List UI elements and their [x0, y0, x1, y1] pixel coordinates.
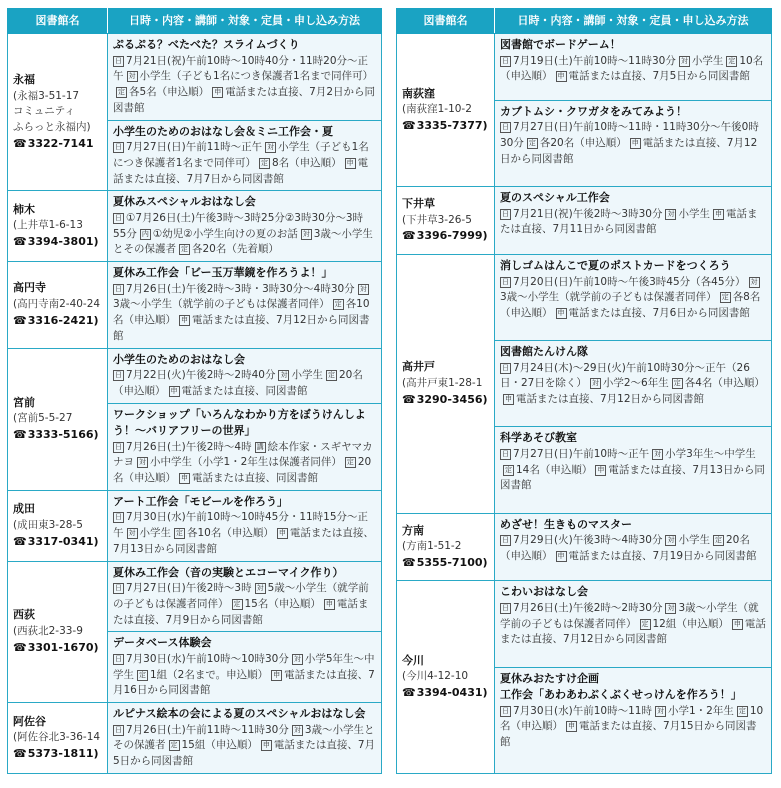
- table-row: [397, 581, 772, 667]
- event-target-text: 3歳〜小学生とその保護者: [113, 227, 373, 256]
- event-date-text: 7月26日(土)午前11時〜11時30分: [126, 723, 289, 736]
- event-target-text: 小中学生（小学1・2年生は保護者同伴）: [150, 456, 342, 469]
- event-target-text: 小学生: [291, 369, 323, 381]
- event-details: [500, 120, 766, 167]
- capacity-icon: 定: [334, 300, 342, 309]
- event-apply-text: 電話または直接、7月2日から同図書館: [113, 86, 376, 114]
- event-apply-text: 電話または直接、7月9日から同図書館: [113, 597, 369, 626]
- capacity-icon: 定: [641, 619, 649, 628]
- event-target-text: 3歳〜小学生（就学前の子どもは保護者同伴）: [500, 291, 717, 304]
- event-title: 科学あそび教室: [500, 431, 577, 445]
- event-capacity-text: 各5名（申込順）: [129, 86, 210, 98]
- target-icon: 対: [750, 277, 758, 286]
- capacity-icon: 定: [260, 158, 268, 167]
- event-date-text: 7月27日(日)午前10時〜正午: [513, 447, 650, 460]
- table-row: [397, 255, 772, 341]
- event-date-text: 7月26日(土)午後2時〜3時・3時30分〜4時30分: [126, 282, 355, 295]
- event-apply-text: 電話または直接、同図書館: [181, 384, 308, 397]
- event-capacity-text: 20名（申込順）: [113, 369, 363, 397]
- capacity-icon: 定: [728, 56, 736, 65]
- library-cell: [397, 255, 495, 514]
- capacity-icon: 定: [233, 599, 241, 608]
- event-target-text: 3歳〜小学生（就学前の子どもは保護者同伴）: [113, 298, 330, 311]
- event-title: 夏のスペシャル工作会: [500, 191, 610, 205]
- library-name: 高円寺: [13, 281, 46, 295]
- library-name: 南荻窪: [402, 86, 435, 100]
- date-icon: 日: [502, 209, 509, 218]
- event-target-text: 小学1・2年生: [667, 704, 734, 717]
- library-address: (今川4-12-10: [402, 670, 469, 683]
- apply-icon: 申: [170, 386, 178, 395]
- date-icon: 日: [115, 513, 122, 522]
- table-row: [8, 561, 382, 632]
- target-icon: 対: [359, 284, 367, 293]
- event-capacity-text: 各4名（申込順）: [684, 377, 765, 390]
- apply-icon: 申: [714, 209, 722, 218]
- event-date-text: 7月30日(水)午前10時〜10時45分・11時15分〜正午: [113, 511, 369, 539]
- event-target-text: 小学5年生〜中学生: [113, 652, 375, 681]
- event-capacity-text: 1組（2名まで。申込順）: [150, 668, 269, 681]
- event-apply-text: 電話または直接、7月12日から同図書館: [113, 314, 370, 342]
- event-apply-text: 電話または直接、7月5日から同図書館: [568, 70, 750, 83]
- event-apply-text: 電話または直接、7月16日から同図書館: [113, 668, 375, 697]
- event-capacity-text: 15名（申込順）: [244, 597, 321, 610]
- library-phone: [402, 118, 489, 135]
- library-phone: [402, 555, 489, 572]
- event-details: [113, 282, 376, 345]
- event-title: めざせ！生きものマスター: [500, 517, 632, 531]
- phone-number: 3335-7377): [416, 118, 488, 132]
- event-details: [113, 140, 376, 187]
- event-capacity-text: 20名（申込順）: [113, 456, 372, 484]
- phone-number: 3394-3801): [27, 235, 99, 248]
- event-target-text: 小学生: [691, 54, 724, 67]
- event-details: [113, 54, 376, 117]
- target-icon: 対: [667, 209, 675, 218]
- date-icon: 日: [502, 277, 509, 286]
- date-icon: 日: [502, 449, 509, 458]
- phone-number: 3322-7141: [27, 136, 94, 150]
- target-icon: 対: [667, 536, 675, 545]
- event-target-text: 小学生: [678, 534, 710, 547]
- event-cell: [495, 34, 772, 101]
- library-name: 宮前: [13, 395, 35, 409]
- event-capacity-text: 各8名（申込順）: [500, 291, 761, 320]
- event-capacity-text: 15組（申込順）: [181, 739, 258, 752]
- phone-number: 3301-1670): [27, 640, 99, 654]
- event-date-text: 7月26日(土)午後2時〜4時: [126, 440, 252, 453]
- event-apply-text: 電話または直接、7月12日から同図書館: [516, 393, 705, 406]
- date-icon: 日: [115, 143, 122, 151]
- event-cell: [108, 262, 382, 349]
- event-date-text: 7月24日(木)〜29日(火)午前10時30分〜正午（26日・27日を除く）: [500, 361, 750, 390]
- library-name: 阿佐谷: [13, 714, 46, 728]
- phone-icon: ☎: [13, 746, 27, 760]
- event-cell: [495, 187, 772, 255]
- event-target-text: 小学生（子ども1名につき保護者1名まで同伴可）: [139, 70, 374, 83]
- apply-icon: 申: [557, 72, 565, 81]
- event-apply-text: 電話または直接、7月5日から同図書館: [113, 739, 376, 767]
- event-capacity-text: 8名（申込順）: [271, 156, 342, 169]
- apply-icon: 申: [733, 619, 741, 628]
- lecturer-icon: 講: [256, 442, 264, 451]
- event-cell: [108, 632, 382, 703]
- library-column-header: 図書館名: [397, 9, 495, 34]
- library-cell: [8, 490, 108, 561]
- library-address: (阿佐谷北3-36-14: [13, 731, 101, 743]
- event-target-text: 小学2〜6年生: [602, 377, 669, 390]
- date-icon: 日: [115, 371, 122, 379]
- date-icon: 日: [115, 442, 122, 451]
- event-target-text: 小学生（子ども1名につき保護者1名まで同伴可）: [113, 141, 369, 169]
- event-capacity-text: 10名（申込順）: [500, 54, 764, 83]
- capacity-icon: 定: [714, 536, 722, 545]
- event-title: 図書館でボードゲーム！: [500, 38, 621, 51]
- date-icon: 日: [115, 725, 122, 734]
- date-icon: 日: [502, 603, 509, 612]
- target-icon: 対: [280, 371, 288, 379]
- library-name: 西荻: [13, 608, 35, 622]
- event-target-text: 3歳〜小学生とその保護者: [113, 723, 375, 752]
- library-name: 今川: [402, 653, 424, 667]
- event-details: [500, 54, 766, 86]
- library-table-left: [7, 8, 382, 774]
- event-title: カブトムシ・クワガタをみてみよう！: [500, 104, 687, 118]
- library-phone: [13, 746, 102, 763]
- table-row: [8, 262, 382, 349]
- library-cell: [397, 581, 495, 774]
- capacity-icon: 定: [170, 741, 178, 750]
- library-cell: [397, 34, 495, 187]
- event-cell: [495, 667, 772, 773]
- event-title: アート工作会「モビールを作ろう」: [113, 494, 289, 508]
- event-title: ワークショップ「いろんなわかり方をぼうけんしよう！〜バリアフリーの世界」: [113, 407, 366, 437]
- library-cell: [8, 262, 108, 349]
- phone-number: 5355-7100): [416, 555, 488, 569]
- capacity-icon: 定: [528, 139, 536, 148]
- target-icon: 対: [267, 143, 275, 151]
- target-icon: 対: [302, 229, 310, 238]
- library-address: (宮前5-5-27: [13, 412, 73, 425]
- event-title: データベース体験会: [113, 636, 212, 650]
- event-capacity-text: 各20名（先着順）: [192, 243, 279, 256]
- library-name: 柿木: [13, 202, 35, 216]
- event-date-text: 7月19日(土)午前10時〜11時30分: [513, 54, 676, 67]
- event-title: 小学生のためのおはなし会: [113, 352, 245, 366]
- event-title: 夏休み工作会（音の実験とエコーマイク作り）: [113, 565, 344, 579]
- event-capacity-text: 14名（申込順）: [516, 463, 593, 476]
- event-date-text: 7月20日(日)午前10時〜午後3時45分（各45分）: [513, 275, 746, 288]
- event-details: [500, 533, 766, 565]
- phone-icon: ☎: [402, 555, 416, 569]
- event-apply-text: 電話または直接、7月12日から同図書館: [500, 137, 758, 165]
- library-phone: [13, 534, 102, 551]
- event-cell: [495, 100, 772, 186]
- event-date-text: 7月21日(祝)午後2時〜3時30分: [513, 207, 663, 220]
- apply-icon: 申: [273, 670, 281, 679]
- capacity-icon: 定: [176, 529, 183, 537]
- table-row: [8, 34, 382, 121]
- event-title: 夏休み工作会「ビー玉万華鏡を作ろうよ！」: [113, 266, 333, 279]
- event-capacity-text: 20名（申込順）: [500, 534, 750, 562]
- event-target-text: 5歳〜小学生（就学前の子どもは保護者同伴）: [113, 582, 369, 610]
- date-icon: 日: [502, 123, 509, 132]
- event-capacity-text: 12組（申込順）: [652, 617, 729, 630]
- event-title: 夏休みおたすけ企画 工作会「あわあわぶくぶくせっけんを作ろう！」: [500, 671, 742, 702]
- event-target-text: 3歳〜小学生（就学前の子どもは保護者同伴）: [500, 601, 759, 630]
- library-address: (方南1-51-2: [402, 540, 462, 553]
- event-date-text: 7月27日(日)午後2時〜3時: [126, 582, 252, 594]
- phone-icon: ☎: [13, 534, 27, 548]
- info-column-header: 日時・内容・講師・対象・定員・申し込み方法: [108, 9, 382, 34]
- capacity-icon: 定: [118, 88, 125, 96]
- library-cell: [8, 348, 108, 490]
- library-cell: [8, 561, 108, 703]
- event-date-text: 7月27日(日)午前10時〜11時・11時30分〜午後0時30分: [500, 121, 759, 150]
- event-cell: [108, 34, 382, 121]
- event-target-text: 小学3年生〜中学生: [665, 447, 756, 460]
- phone-number: 3394-0431): [416, 686, 488, 700]
- library-address: (高井戸東1-28-1: [402, 376, 483, 389]
- apply-icon: 申: [557, 309, 565, 318]
- apply-icon: 申: [214, 88, 222, 96]
- library-phone: [13, 313, 102, 330]
- event-apply-text: 電話または直接、7月11日から同図書館: [500, 207, 758, 236]
- table-row: [8, 191, 382, 262]
- event-date-text: 7月29日(火)午後3時〜4時30分: [513, 534, 663, 547]
- capacity-icon: 定: [738, 706, 746, 715]
- library-cell: [8, 34, 108, 191]
- target-icon: 対: [656, 706, 664, 715]
- library-phone: [402, 685, 489, 702]
- apply-icon: 申: [181, 474, 188, 482]
- phone-number: 5373-1811): [27, 746, 99, 760]
- content-icon: 内: [141, 229, 149, 238]
- event-capacity-text: 10名（申込順）: [500, 704, 764, 733]
- apply-icon: 申: [346, 158, 354, 167]
- event-apply-text: 電話または直接、7月15日から同図書館: [500, 720, 757, 749]
- target-icon: 対: [654, 449, 662, 458]
- date-icon: 日: [115, 56, 122, 65]
- library-phone: [402, 228, 489, 245]
- phone-number: 3333-5166): [27, 428, 99, 441]
- library-address: (西荻北2-33-9: [13, 624, 83, 637]
- apply-icon: 申: [262, 741, 270, 750]
- capacity-icon: 定: [673, 379, 681, 388]
- phone-icon: ☎: [402, 392, 416, 406]
- event-apply-text: 電話または直接、7月12日から同図書館: [500, 617, 766, 646]
- event-cell: [495, 427, 772, 513]
- date-icon: 日: [115, 213, 122, 222]
- phone-icon: ☎: [13, 136, 27, 150]
- event-details: [113, 652, 376, 699]
- target-icon: 対: [293, 725, 301, 734]
- event-date-text: 7月22日(火)午後2時〜2時40分: [126, 369, 276, 381]
- event-date-text: 7月27日(日)午前11時〜正午: [126, 141, 263, 153]
- event-target-text: 小学生: [678, 207, 710, 220]
- table-row: [8, 348, 382, 403]
- library-address: (高円寺南2-40-24: [13, 297, 101, 310]
- target-icon: 対: [256, 584, 264, 592]
- target-icon: 対: [293, 654, 301, 663]
- event-title: 小学生のためのおはなし会＆ミニ工作会・夏: [113, 124, 333, 138]
- event-apply-text: 電話または直接、7月19日から同図書館: [568, 549, 757, 562]
- event-target-text: 小学生: [139, 527, 171, 539]
- library-phone: [13, 234, 102, 251]
- library-cell: [8, 191, 108, 262]
- event-cell: [495, 513, 772, 581]
- date-icon: 日: [115, 654, 122, 663]
- library-table-right: [396, 8, 772, 774]
- library-cell: [8, 703, 108, 774]
- event-apply-text: 電話または直接、7月13日から同図書館: [500, 463, 765, 492]
- event-capacity-text: 各20名（申込順）: [539, 137, 627, 150]
- library-address: (成田東3-28-5: [13, 518, 83, 531]
- event-cell: [495, 341, 772, 427]
- library-cell: [397, 187, 495, 255]
- event-details: [113, 510, 376, 557]
- capacity-icon: 定: [505, 465, 512, 474]
- library-name: 方南: [402, 523, 424, 537]
- apply-icon: 申: [325, 599, 333, 608]
- library-phone: [13, 640, 102, 657]
- event-date-text: 7月26日(土)午後2時〜2時30分: [513, 601, 663, 614]
- event-cell: [108, 191, 382, 262]
- event-cell: [108, 120, 382, 191]
- event-date-text: ①7月26日(土)午後3時〜3時25分②3時30分〜3時55分: [113, 211, 364, 240]
- event-details: [500, 361, 766, 408]
- event-apply-text: 電話または直接、同図書館: [192, 472, 318, 484]
- target-icon: 対: [591, 379, 599, 388]
- phone-icon: ☎: [402, 686, 416, 700]
- event-details: [500, 275, 766, 322]
- capacity-icon: 定: [346, 458, 354, 467]
- event-title: 図書館たんけん隊: [500, 345, 588, 359]
- target-icon: 対: [667, 603, 675, 612]
- event-details: [500, 447, 766, 494]
- library-address: (南荻窪1-10-2: [402, 103, 472, 116]
- apply-icon: 申: [278, 529, 286, 537]
- event-cell: [495, 255, 772, 341]
- event-details: [113, 211, 376, 258]
- phone-number: 3316-2421): [27, 313, 99, 327]
- event-details: [113, 368, 376, 400]
- library-name: 永福: [13, 73, 35, 86]
- apply-icon: 申: [505, 395, 512, 404]
- capacity-icon: 定: [327, 371, 335, 379]
- event-details: [113, 581, 376, 628]
- event-title: 夏休みスペシャルおはなし会: [113, 195, 256, 209]
- library-phone: [402, 392, 489, 409]
- date-icon: 日: [115, 284, 122, 293]
- table-row: [8, 703, 382, 774]
- library-column-header: 図書館名: [8, 9, 108, 34]
- table-row: [397, 187, 772, 255]
- phone-number: 3317-0341): [27, 534, 99, 548]
- info-column-header: 日時・内容・講師・対象・定員・申し込み方法: [495, 9, 772, 34]
- event-cell: [108, 490, 382, 561]
- event-title: ルピナス絵本の会による夏のスペシャルおはなし会: [113, 707, 366, 720]
- phone-icon: ☎: [13, 428, 27, 441]
- date-icon: 日: [502, 56, 509, 65]
- capacity-icon: 定: [181, 245, 188, 254]
- event-content-text: ①幼児②小学生向けの夏のお話: [152, 227, 298, 240]
- target-icon: 対: [139, 458, 146, 467]
- phone-icon: ☎: [402, 229, 416, 243]
- event-date-text: 7月30日(水)午前10時〜10時30分: [126, 652, 289, 665]
- target-icon: 対: [128, 529, 136, 537]
- event-title: ぷるぷる？べたべた？スライムづくり: [113, 38, 300, 51]
- event-cell: [108, 348, 382, 403]
- date-icon: 日: [115, 584, 122, 592]
- event-capacity-text: 各10名（申込順）: [113, 298, 370, 326]
- phone-number: 3290-3456): [416, 392, 488, 406]
- capacity-icon: 定: [139, 670, 146, 679]
- event-apply-text: 電話または直接、7月6日から同図書館: [568, 307, 750, 320]
- event-details: [500, 207, 766, 239]
- library-phone: [13, 136, 102, 153]
- library-address: (永福3-51-17 コミュニティ ふらっと永福内): [13, 89, 91, 133]
- date-icon: 日: [502, 363, 509, 372]
- table-header-row: [397, 9, 772, 34]
- event-cell: [108, 703, 382, 774]
- event-details: [113, 440, 376, 487]
- event-cell: [495, 581, 772, 667]
- event-apply-text: 電話または直接、7月7日から同図書館: [113, 156, 369, 185]
- table-row: [8, 490, 382, 561]
- phone-icon: ☎: [13, 313, 27, 327]
- event-cell: [108, 561, 382, 632]
- phone-icon: ☎: [13, 640, 27, 654]
- event-capacity-text: 各10名（申込順）: [187, 527, 274, 539]
- phone-icon: ☎: [402, 118, 416, 132]
- library-address: (上井草1-6-13: [13, 219, 83, 232]
- event-title: こわいおはなし会: [500, 585, 588, 599]
- target-icon: 対: [128, 72, 136, 81]
- event-date-text: 7月21日(祝)午前10時〜10時40分・11時20分〜正午: [113, 54, 369, 83]
- event-cell: [108, 403, 382, 490]
- event-lecturer-text: 絵本作家・スギヤマカナヨ: [113, 440, 373, 469]
- library-phone: [13, 427, 102, 444]
- apply-icon: 申: [557, 551, 565, 560]
- table-header-row: [8, 9, 382, 34]
- apply-icon: 申: [181, 316, 188, 324]
- table-row: [397, 513, 772, 581]
- library-name: 高井戸: [402, 360, 435, 374]
- library-address: (下井草3-26-5: [402, 213, 472, 226]
- date-icon: 日: [502, 706, 509, 715]
- apply-icon: 申: [631, 139, 639, 148]
- event-details: [113, 723, 376, 770]
- event-details: [500, 601, 766, 648]
- library-name: 成田: [13, 502, 35, 516]
- event-apply-text: 電話または直接、7月13日から同図書館: [113, 527, 374, 555]
- apply-icon: 申: [568, 722, 575, 731]
- phone-number: 3396-7999): [416, 229, 488, 243]
- table-row: [397, 34, 772, 101]
- library-cell: [397, 513, 495, 581]
- library-name: 下井草: [402, 197, 435, 211]
- event-date-text: 7月30日(水)午前10時〜11時: [513, 704, 652, 717]
- apply-icon: 申: [597, 465, 605, 474]
- capacity-icon: 定: [721, 293, 729, 302]
- target-icon: 対: [680, 56, 688, 65]
- event-title: 消しゴムはんこで夏のポストカードをつくろう: [500, 259, 731, 273]
- date-icon: 日: [502, 536, 509, 545]
- phone-icon: ☎: [13, 235, 27, 248]
- event-details: [500, 704, 766, 751]
